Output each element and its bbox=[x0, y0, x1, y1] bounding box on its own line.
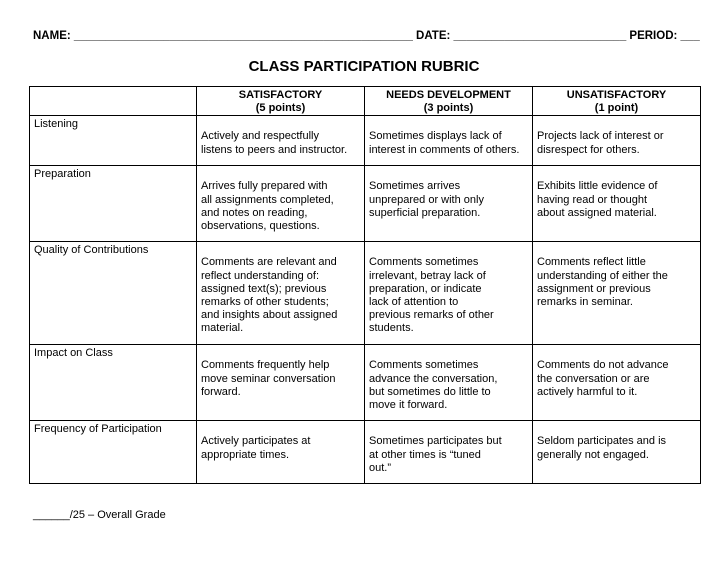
col-header-label: UNSATISFACTORY bbox=[566, 89, 667, 101]
criterion-label: Listening bbox=[30, 116, 197, 166]
rubric-row-preparation bbox=[30, 166, 701, 242]
needs-development-cell: Sometimes displays lack of interest in comments of others. bbox=[365, 116, 533, 166]
col-header-unsatisfactory bbox=[533, 87, 701, 116]
col-header-satisfactory bbox=[197, 87, 365, 116]
needs-development-cell: Sometimes arrives unprepared or with only superficial preparation. bbox=[365, 166, 533, 242]
unsatisfactory-cell: Seldom participates and is generally not engaged. bbox=[533, 421, 701, 484]
criterion-header-cell bbox=[30, 87, 197, 116]
header-fields-line: NAME: _____________________________________________________ DATE: ___________________________ PERIOD: ___ bbox=[33, 30, 700, 42]
rubric-row-listening bbox=[30, 116, 701, 166]
needs-development-cell: Sometimes participates but at other times is “tuned out.” bbox=[365, 421, 533, 484]
unsatisfactory-cell: Comments do not advance the conversation or are actively harmful to it. bbox=[533, 345, 701, 421]
overall-grade-line: ______/25 – Overall Grade bbox=[33, 509, 166, 521]
rubric-table bbox=[29, 86, 701, 484]
needs-development-cell: Comments sometimes advance the conversation, but sometimes do little to move it forward. bbox=[365, 345, 533, 421]
satisfactory-cell: Comments frequently help move seminar conversation forward. bbox=[197, 345, 365, 421]
rubric-header-row bbox=[30, 87, 701, 116]
col-header-points: (5 points) bbox=[255, 102, 306, 115]
criterion-label: Frequency of Participation bbox=[30, 421, 197, 484]
rubric-row-quality-of-contributions bbox=[30, 242, 701, 345]
needs-development-cell: Comments sometimes irrelevant, betray lack of preparation, or indicate lack of attention to previous remarks of other students. bbox=[365, 242, 533, 345]
criterion-label: Preparation bbox=[30, 166, 197, 242]
criterion-label: Impact on Class bbox=[30, 345, 197, 421]
col-header-label: SATISFACTORY bbox=[238, 89, 323, 101]
criterion-label: Quality of Contributions bbox=[30, 242, 197, 345]
unsatisfactory-cell: Comments reflect little understanding of either the assignment or previous remarks in seminar. bbox=[533, 242, 701, 345]
satisfactory-cell: Actively participates at appropriate times. bbox=[197, 421, 365, 484]
rubric-row-frequency-of-participation bbox=[30, 421, 701, 484]
col-header-points: (3 points) bbox=[423, 102, 474, 115]
page-title: CLASS PARTICIPATION RUBRIC bbox=[248, 58, 480, 75]
satisfactory-cell: Comments are relevant and reflect understanding of: assigned text(s); previous remarks of other students; and insights about assigned material. bbox=[197, 242, 365, 345]
satisfactory-cell: Actively and respectfully listens to peers and instructor. bbox=[197, 116, 365, 166]
unsatisfactory-cell: Exhibits little evidence of having read or thought about assigned material. bbox=[533, 166, 701, 242]
rubric-row-impact-on-class bbox=[30, 345, 701, 421]
col-header-points: (1 point) bbox=[594, 102, 639, 115]
satisfactory-cell: Arrives fully prepared with all assignments completed, and notes on reading, observations, questions. bbox=[197, 166, 365, 242]
col-header-needs-development bbox=[365, 87, 533, 116]
unsatisfactory-cell: Projects lack of interest or disrespect for others. bbox=[533, 116, 701, 166]
col-header-label: NEEDS DEVELOPMENT bbox=[386, 89, 511, 101]
